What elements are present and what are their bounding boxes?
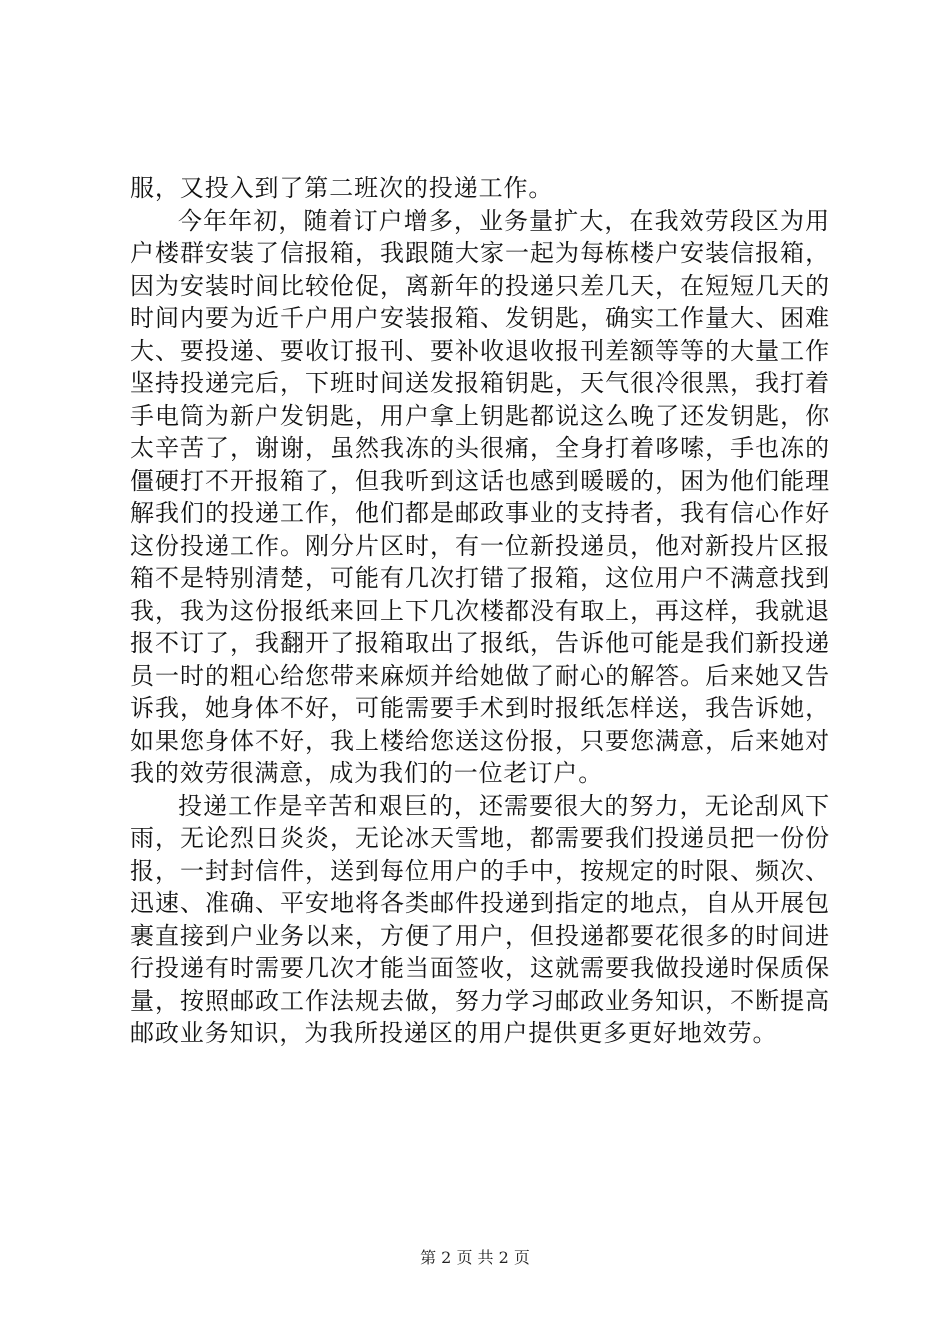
body-text	[130, 172, 830, 1050]
paragraph-continuation: 服，又投入到了第二班次的投递工作。	[130, 174, 554, 202]
page-number-footer: 第 2 页 共 2 页	[420, 1248, 530, 1267]
paragraph-delivery-work: 投递工作是辛苦和艰巨的，还需要很大的努力，无论刮风下雨，无论烈日炎炎，无论冰天雪地，都需要我们投递员把一份份报，一封封信件，送到每位用户的手中，按规定的时限、频次、迅速、准确、平安地将各类邮件投递到指定的地点，自从开展包裹直接到户业务以来，方便了用户，但投递都要花很多的时间进行投递有时需要几次才能当面签收，这就需要我做投递时保质保量，按照邮政工作法规去做，努力学习邮政业务知识，不断提高邮政业务知识，为我所投递区的用户提供更多更好地效劳。	[130, 791, 830, 1047]
paragraph-mailbox-installation: 今年年初，随着订户增多，业务量扩大，在我效劳段区为用户楼群安装了信报箱，我跟随大家一起为每栋楼户安装信报箱，因为安装时间比较伧促，离新年的投递只差几天，在短短几天的时间内要为近千户用户安装报箱、发钥匙，确实工作量大、困难大、要投递、要收订报刊、要补收退收报刊差额等等的大量工作坚持投递完后，下班时间送发报箱钥匙，天气很冷很黑，我打着手电筒为新户发钥匙，用户拿上钥匙都说这么晚了还发钥匙，你太辛苦了，谢谢，虽然我冻的头很痛，全身打着哆嗦，手也冻的僵硬打不开报箱了，但我听到这话也感到暖暖的，困为他们能理解我们的投递工作，他们都是邮政事业的支持者，我有信心作好这份投递工作。刚分片区时，有一位新投递员，他对新投片区报箱不是特别清楚，可能有几次打错了报箱，这位用户不满意找到我，我为这份报纸来回上下几次楼都没有取上，再这样，我就退报不订了，我翻开了报箱取出了报纸，告诉他可能是我们新投递员一时的粗心给您带来麻烦并给她做了耐心的解答。后来她又告诉我，她身体不好，可能需要手术到时报纸怎样送，我告诉她，如果您身体不好，我上楼给您送这份报，只要您满意，后来她对我的效劳很满意，成为我们的一位老订户。	[130, 206, 830, 787]
